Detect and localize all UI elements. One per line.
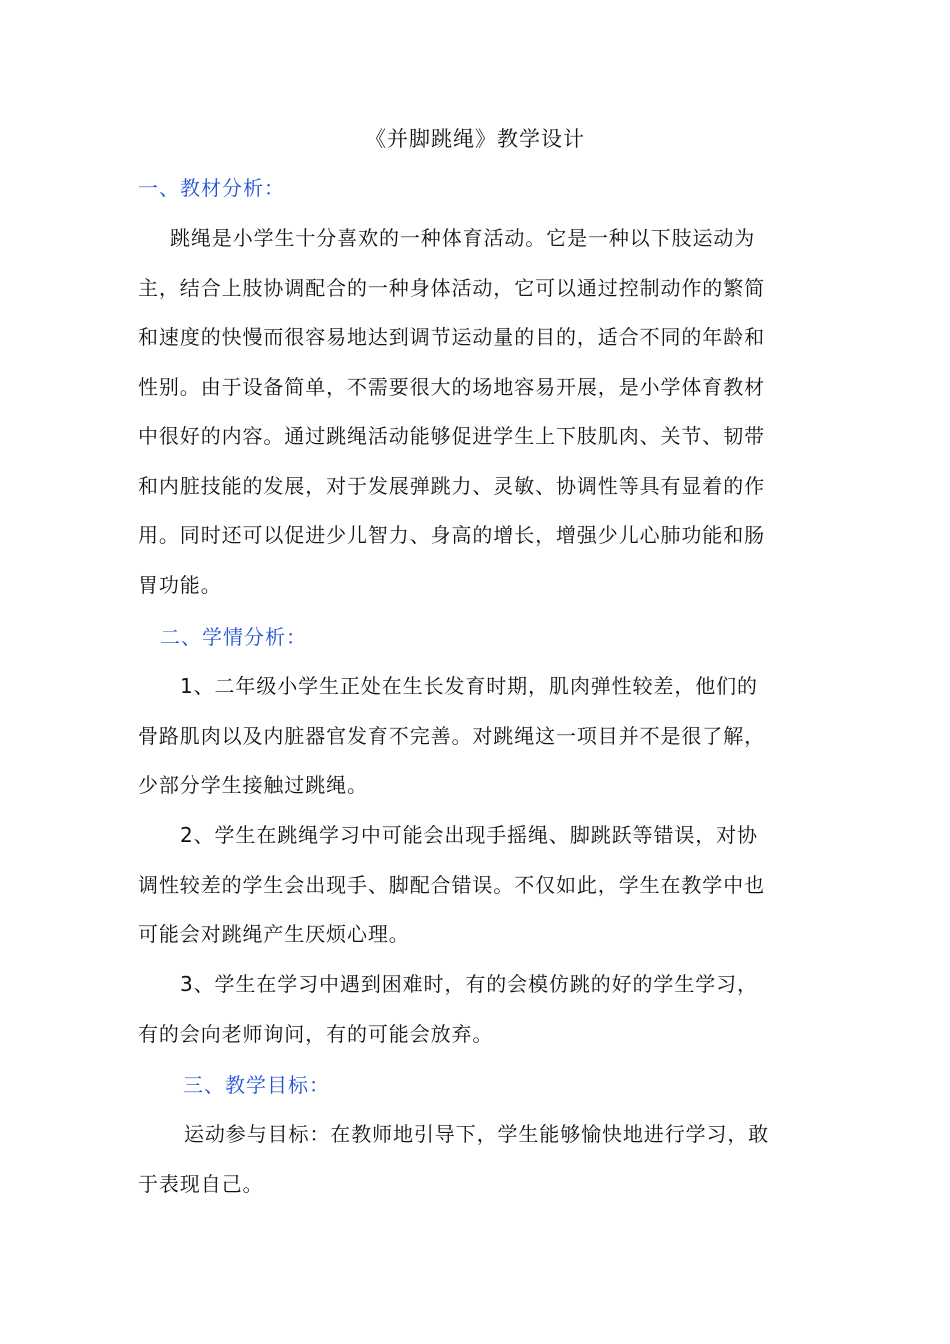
- section2-item1-paragraph: [138, 662, 818, 811]
- section-heading-student-analysis: 二、学情分析：: [160, 625, 307, 649]
- text-line: 调性较差的学生会出现手、脚配合错误。不仅如此，学生在教学中也: [138, 872, 765, 897]
- text-line: 性别。由于设备简单，不需要很大的场地容易开展，是小学体育教材: [138, 374, 765, 399]
- text-line: 于表现自己。: [138, 1171, 264, 1196]
- text-line: 1、二年级小学生正处在生长发育时期，肌肉弹性较差，他们的: [180, 674, 758, 698]
- section1-paragraph: [138, 214, 818, 610]
- text-line: 和内脏技能的发展，对于发展弹跳力、灵敏、协调性等具有显着的作: [138, 473, 765, 498]
- section2-item3-paragraph: [138, 960, 818, 1059]
- text-line: 骨路肌肉以及内脏器官发育不完善。对跳绳这一项目并不是很了解，: [138, 723, 765, 748]
- document-title: 《并脚跳绳》教学设计: [365, 127, 585, 151]
- text-line: 主，结合上肢协调配合的一种身体活动，它可以通过控制动作的繁简: [138, 275, 765, 300]
- text-line: 可能会对跳绳产生厌烦心理。: [138, 922, 410, 946]
- section3-paragraph: [138, 1110, 818, 1209]
- text-line: 胃功能。: [138, 572, 222, 597]
- text-line: 少部分学生接触过跳绳。: [138, 773, 368, 797]
- text-line: 运动参与目标：在教师地引导下，学生能够愉快地进行学习，敢: [184, 1122, 770, 1146]
- text-line: 3、学生在学习中遇到困难时，有的会模仿跳的好的学生学习，: [180, 972, 758, 996]
- text-line: 2、学生在跳绳学习中可能会出现手摇绳、脚跳跃等错误，对协: [180, 823, 758, 847]
- section-heading-material-analysis: 一、教材分析：: [138, 176, 285, 200]
- text-line: 和速度的快慢而很容易地达到调节运动量的目的，适合不同的年龄和: [138, 325, 765, 349]
- text-line: 用。同时还可以促进少儿智力、身高的增长，增强少儿心肺功能和肠: [138, 523, 765, 547]
- text-line: 中很好的内容。通过跳绳活动能够促进学生上下肢肌肉、关节、韧带: [138, 424, 765, 448]
- section2-item2-paragraph: [138, 811, 818, 960]
- section-heading-teaching-goals: 三、教学目标：: [183, 1073, 330, 1097]
- text-line: 有的会向老师询问，有的可能会放弃。: [138, 1021, 494, 1046]
- text-line: 跳绳是小学生十分喜欢的一种体育活动。它是一种以下肢运动为: [170, 226, 756, 250]
